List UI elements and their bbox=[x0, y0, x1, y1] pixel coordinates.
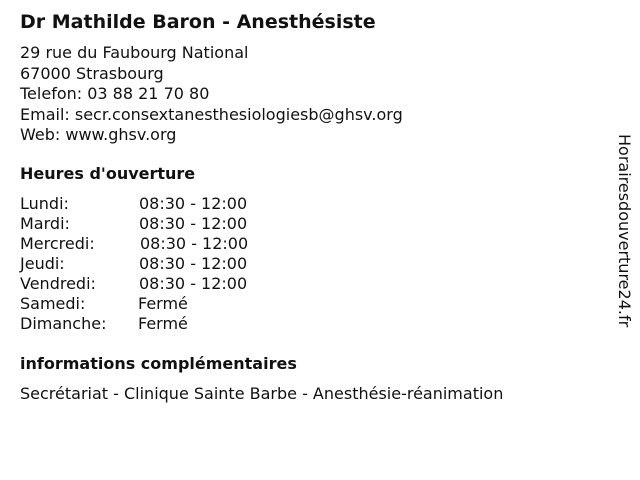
day-label: Vendredi: bbox=[20, 274, 96, 293]
time-value: Fermé bbox=[138, 314, 188, 333]
email-line: Email: secr.consextanesthesiologiesb@ghsv.org bbox=[20, 104, 403, 124]
time-value: 08:30 - 12:00 bbox=[139, 274, 248, 293]
phone-line: Telefon: 03 88 21 70 80 bbox=[20, 84, 210, 103]
site-watermark: Horairesdouverture24.fr bbox=[615, 134, 634, 328]
time-value: Fermé bbox=[138, 294, 188, 313]
time-value: 08:30 - 12:00 bbox=[140, 234, 249, 253]
page-title: Dr Mathilde Baron - Anesthésiste bbox=[20, 11, 376, 33]
additional-info-heading: informations complémentaires bbox=[20, 354, 297, 373]
time-value: 08:30 - 12:00 bbox=[139, 214, 248, 233]
day-label: Dimanche: bbox=[20, 314, 107, 333]
web-line: Web: www.ghsv.org bbox=[20, 125, 177, 144]
opening-hours-heading: Heures d'ouverture bbox=[20, 164, 196, 183]
day-label: Mercredi: bbox=[20, 234, 95, 253]
day-label: Samedi: bbox=[20, 294, 86, 313]
day-label: Jeudi: bbox=[20, 254, 65, 273]
time-value: 08:30 - 12:00 bbox=[139, 254, 248, 273]
day-label: Lundi: bbox=[20, 194, 69, 213]
day-label: Mardi: bbox=[20, 214, 70, 233]
contact-block bbox=[20, 43, 403, 146]
address-street: 29 rue du Faubourg National bbox=[20, 43, 249, 62]
additional-info-text: Secrétariat - Clinique Sainte Barbe - Anesthésie-réanimation bbox=[20, 384, 504, 403]
time-value: 08:30 - 12:00 bbox=[139, 194, 248, 213]
address-city: 67000 Strasbourg bbox=[20, 63, 164, 83]
